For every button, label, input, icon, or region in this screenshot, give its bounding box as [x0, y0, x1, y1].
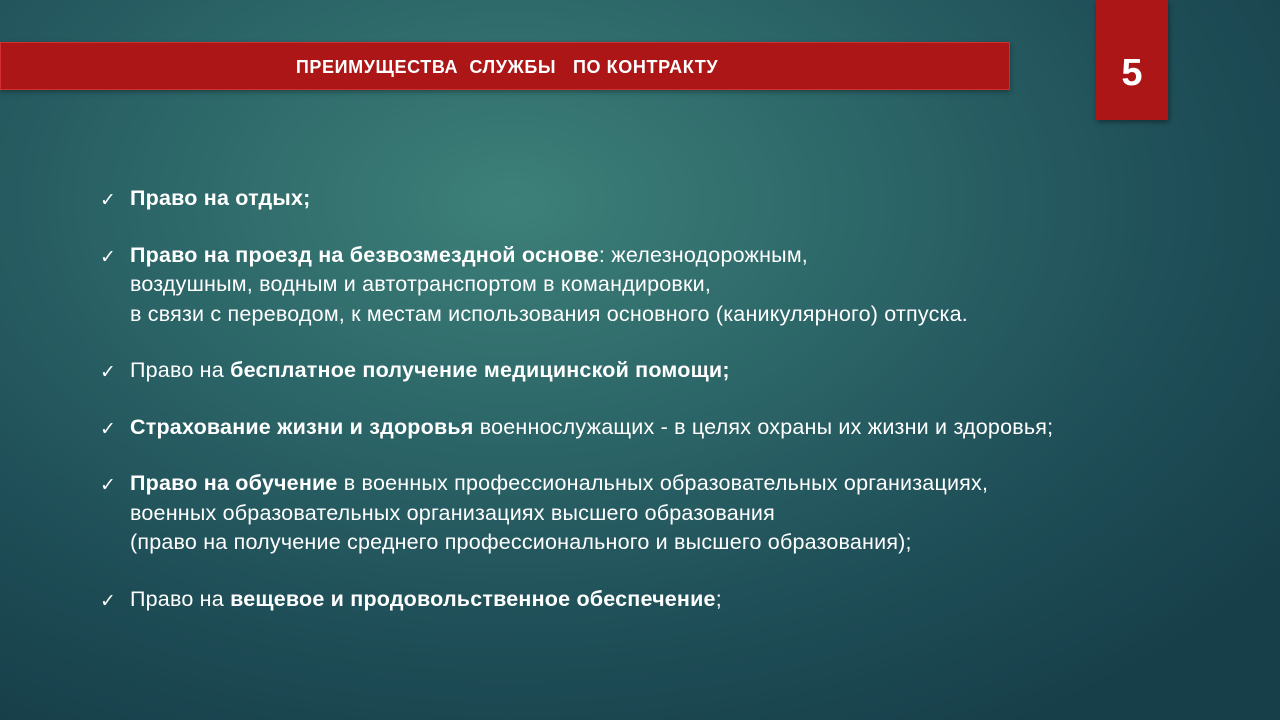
benefit-text: военных образовательных организациях высшего образования: [130, 500, 775, 525]
benefit-text-bold: Право на проезд на безвозмездной основе: [130, 242, 599, 267]
benefit-item: [100, 184, 1260, 214]
benefit-text-bold: бесплатное получение медицинской помощи;: [230, 358, 730, 382]
benefit-text-bold: вещевое и продовольственное обеспечение: [230, 586, 716, 611]
benefit-item: [100, 469, 1260, 558]
page-number: 5: [1121, 52, 1143, 94]
checkmark-icon: ✓: [100, 417, 117, 440]
benefit-text: Право на: [130, 586, 231, 611]
benefit-line: [130, 499, 1260, 529]
benefit-line: [130, 241, 1260, 271]
benefit-text: Право на: [130, 358, 231, 382]
benefit-line: [130, 184, 1260, 214]
checkmark-icon: ✓: [100, 361, 117, 383]
slide-title: ПРЕИМУЩЕСТВА СЛУЖБЫ ПО КОНТРАКТУ: [295, 57, 719, 77]
benefit-text: в связи с переводом, к местам использования основного (каникулярного) отпуска.: [130, 301, 968, 326]
checkmark-icon: ✓: [100, 474, 117, 496]
benefit-line: [130, 528, 1260, 558]
page-number-badge: [1096, 0, 1168, 120]
checkmark-icon: ✓: [100, 189, 117, 211]
benefit-text: (право на получение среднего профессионального и высшего образования);: [130, 530, 912, 554]
checkmark-icon: ✓: [100, 589, 117, 612]
benefit-line: [130, 300, 1260, 330]
benefit-text: ;: [715, 586, 722, 611]
benefits-list: [100, 184, 1260, 641]
benefit-text-bold: Право на обучение: [130, 471, 338, 495]
benefit-line: [130, 270, 1260, 300]
benefit-line: [130, 469, 1260, 499]
benefit-text-bold: Страхование жизни и здоровья: [130, 414, 474, 439]
checkmark-icon: ✓: [100, 245, 117, 268]
benefit-line: [130, 356, 1260, 386]
benefit-text: в военных профессиональных образовательных организациях,: [337, 471, 989, 495]
benefit-text: воздушным, водным и автотранспортом в командировки,: [130, 272, 712, 296]
benefit-item: [100, 356, 1260, 386]
benefit-item: [100, 585, 1260, 615]
benefit-text: военнослужащих - в целях охраны их жизни и здоровья;: [473, 414, 1054, 439]
benefit-text: : железнодорожным,: [598, 242, 808, 267]
benefit-line: [130, 413, 1260, 443]
benefit-line: [130, 585, 1260, 615]
benefit-item: [100, 413, 1260, 443]
benefit-item: [100, 241, 1260, 330]
title-banner: [0, 42, 1010, 90]
benefit-text-bold: Право на отдых;: [130, 186, 311, 210]
